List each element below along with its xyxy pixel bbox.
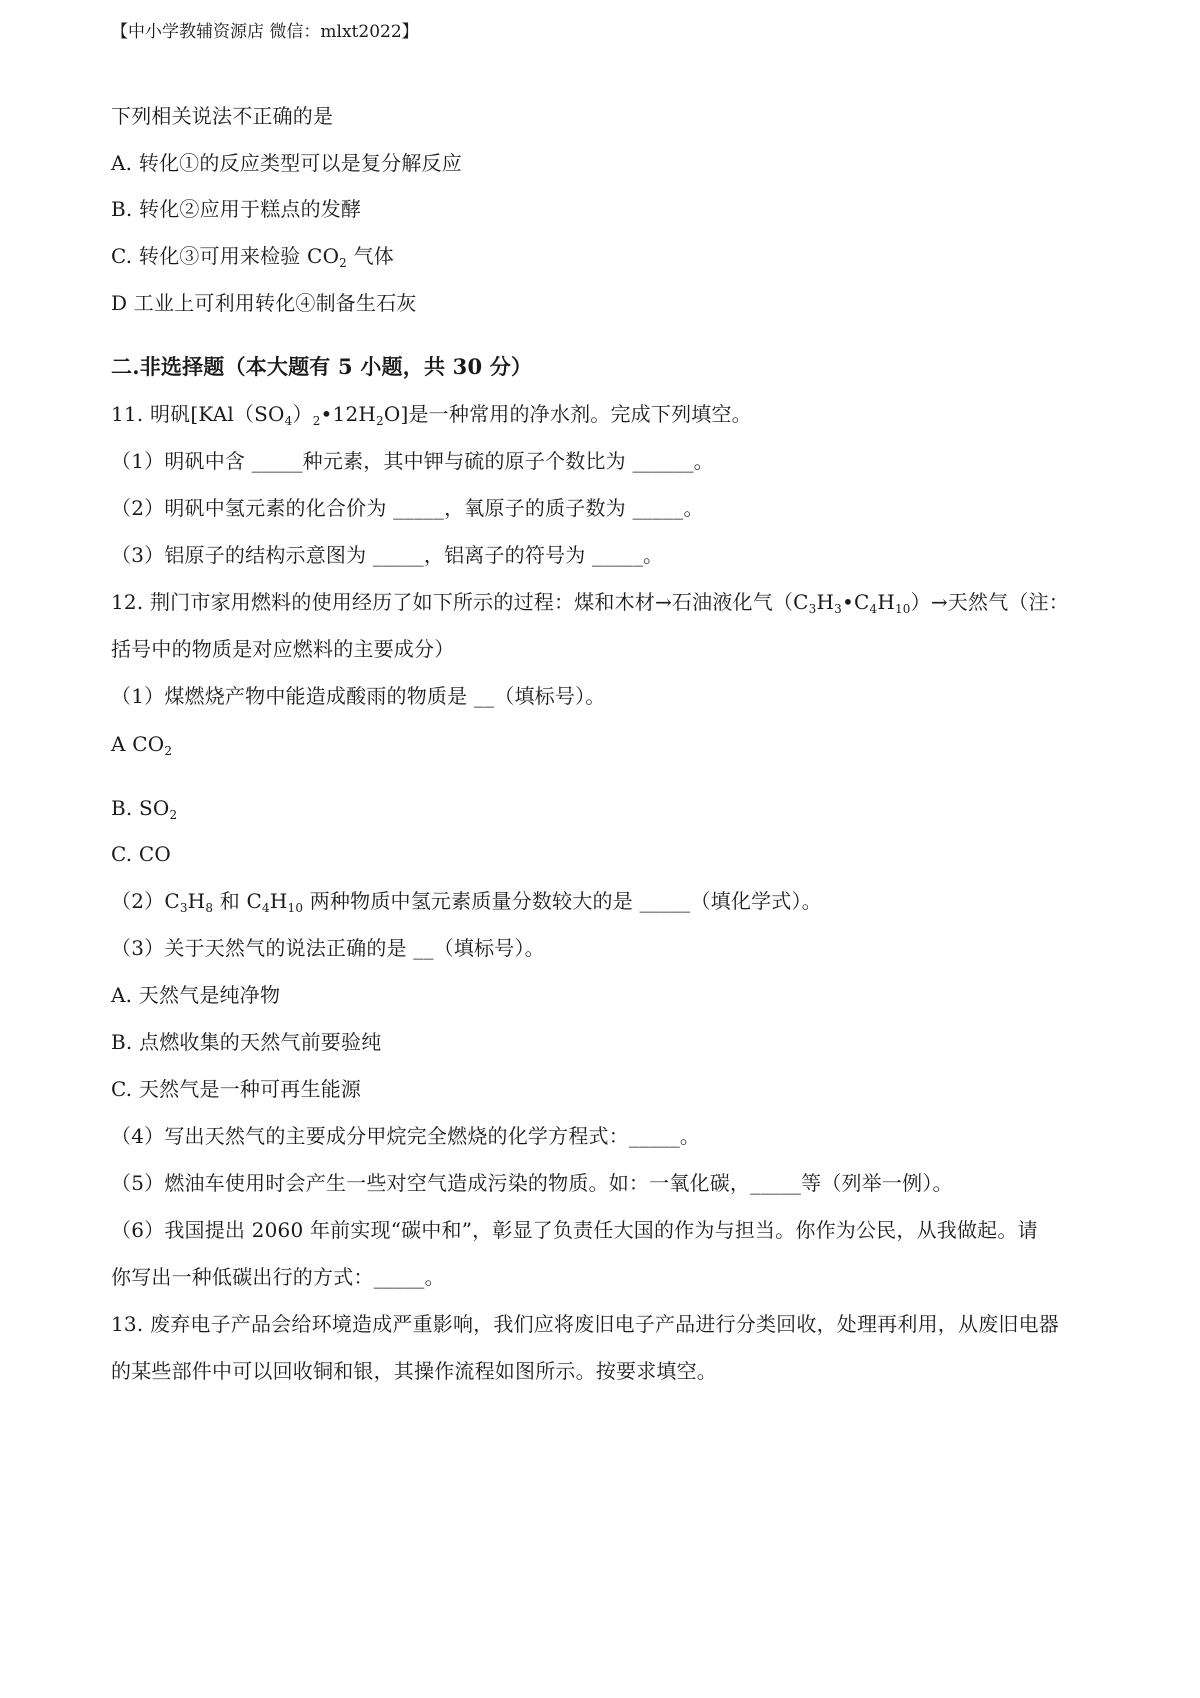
q12-part-1-option-a: A $CO_2$ — [111, 732, 173, 758]
q12-part-6: （6）我国提出 2060 年前实现“碳中和”，彰显了负责任大国的作为与担当。你作为公民，从我做起。请 — [111, 1218, 1038, 1242]
q12-part-4: （4）写出天然气的主要成分甲烷完全燃烧的化学方程式：_____。 — [111, 1124, 701, 1148]
q12-part-3: （3）关于天然气的说法正确的是 __（填标号）。 — [111, 936, 545, 960]
q11-part-1: （1）明矾中含 _____种元素，其中钾与硫的原子个数比为 ______。 — [111, 449, 714, 473]
q13-stem: 13. 废弃电子产品会给环境造成严重影响，我们应将废旧电子产品进行分类回收，处理再利用，从废旧电器 — [111, 1312, 1059, 1336]
q12-stem-line2: 括号中的物质是对应燃料的主要成分） — [111, 637, 455, 661]
q12-part-5: （5）燃油车使用时会产生一些对空气造成污染的物质。如：一氧化碳，_____等（列举一例）。 — [111, 1171, 953, 1195]
q12-stem: 12. 荆门市家用燃料的使用经历了如下所示的过程：煤和木材→石油液化气$(C_3H_3•C_4H_{10})\to$天然气（注： — [111, 590, 1069, 616]
q13-stem-line2: 的某些部件中可以回收铜和银，其操作流程如图所示。按要求填空。 — [111, 1359, 717, 1383]
q10-option-d: D 工业上可利用转化④制备生石灰 — [111, 291, 417, 315]
q10-option-a: A. 转化①的反应类型可以是复分解反应 — [111, 151, 462, 175]
page-header: 【中小学教辅资源店 微信：mlxt2022】 — [111, 22, 419, 42]
q11-part-3: （3）铝原子的结构示意图为 _____，铝离子的符号为 _____。 — [111, 543, 664, 567]
q12-part-2: $(2)C_3H_8$ 和 $C_4H_{10}$ 两种物质中氢元素质量分数较大的是 _____（填化学式）。 — [111, 889, 822, 915]
q12-part-1-option-b: B. $SO_2$ — [111, 796, 178, 822]
q12-part-1-option-c: C. CO — [111, 842, 172, 866]
q12-part-3-option-a: A. 天然气是纯净物 — [111, 983, 281, 1007]
q11-stem: 11. 明矾$[KAl(SO_4)_2•12H_2O]$是一种常用的净水剂。完成下列填空。 — [111, 402, 752, 428]
section-heading: 二.非选择题（本大题有 5 小题，共 30 分） — [111, 354, 533, 379]
q11-part-2: （2）明矾中氢元素的化合价为 _____，氧原子的质子数为 _____。 — [111, 496, 704, 520]
q12-part-3-option-b: B. 点燃收集的天然气前要验纯 — [111, 1030, 382, 1054]
q12-part-1: （1）煤燃烧产物中能造成酸雨的物质是 __（填标号）。 — [111, 684, 606, 708]
q10-option-b: B. 转化②应用于糕点的发酵 — [111, 197, 362, 221]
q12-part-6-line2: 你写出一种低碳出行的方式：_____。 — [111, 1265, 445, 1289]
q12-part-3-option-c: C. 天然气是一种可再生能源 — [111, 1077, 362, 1101]
q10-stem: 下列相关说法不正确的是 — [111, 104, 334, 128]
q10-option-c: C. 转化③可用来检验 $CO_2$ 气体 — [111, 244, 394, 270]
